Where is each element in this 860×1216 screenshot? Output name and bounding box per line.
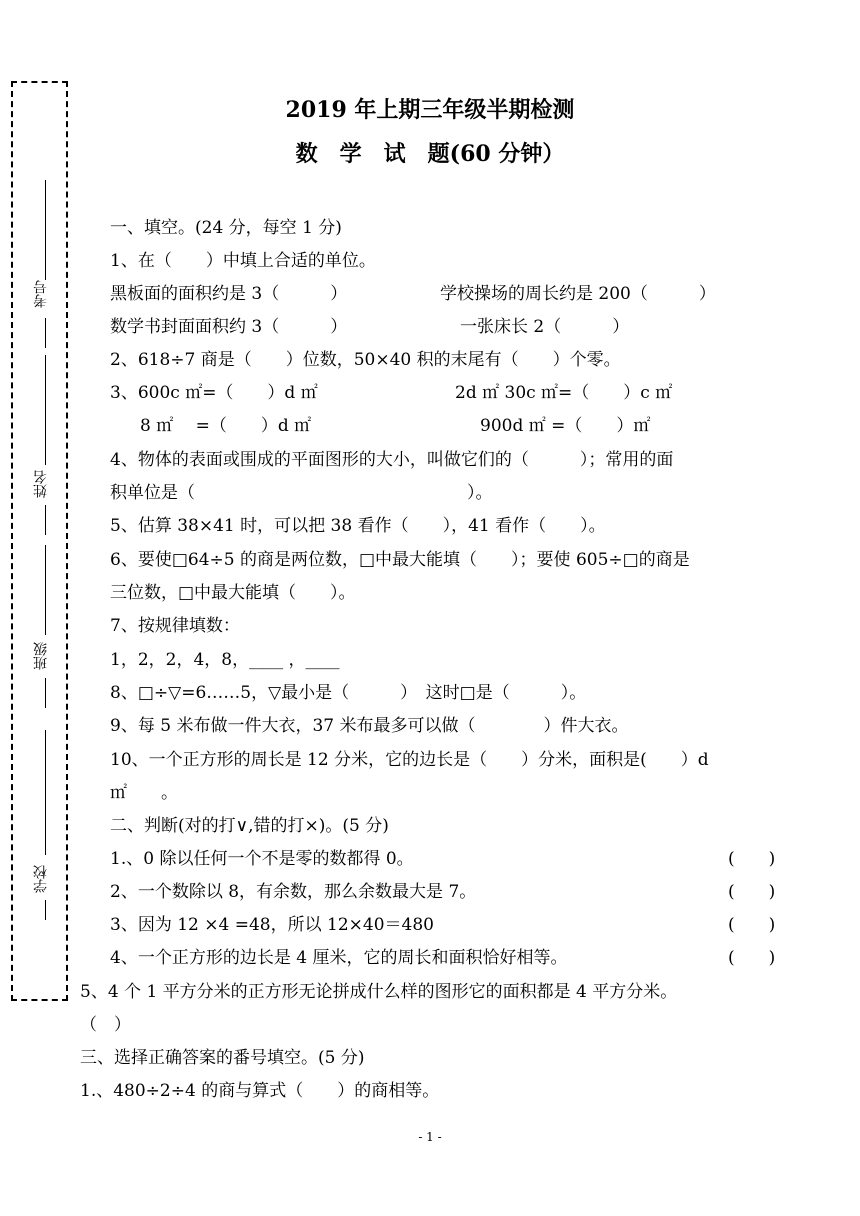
- q3b-text: 2d ㎡ 30c ㎡=（ ）c ㎡: [455, 383, 673, 403]
- page-title: 2019 年上期三年级半期检测: [285, 97, 575, 123]
- q1c-text: 数学书封面面积约 3（ ）: [110, 317, 348, 337]
- q3c-text: 8 ㎡ =（ ）d ㎡: [140, 416, 312, 436]
- page-number: - 1 -: [418, 1130, 442, 1144]
- q3d-text: 900d ㎡ =（ ）㎡: [480, 416, 651, 436]
- school-line: [45, 730, 46, 855]
- section1-heading: 一、填空。(24 分，每空 1 分): [110, 218, 342, 238]
- choice-q1: 1.、480÷2÷4 的商与算式（ ）的商相等。: [80, 1081, 440, 1101]
- q10a-text: 10、一个正方形的周长是 12 分米，它的边长是（ ）分米，面积是( ）d: [110, 750, 709, 770]
- judge-item-4: 4、一个正方形的边长是 4 厘米，它的周长和面积恰好相等。: [110, 948, 568, 968]
- q6a-text: 6、要使□64÷5 的商是两位数，□中最大能填（ ）；要使 605÷□的商是: [110, 550, 690, 570]
- exam-no-line: [45, 180, 46, 280]
- q4b-text: 积单位是（ ）。: [110, 483, 493, 503]
- section2-heading: 二、判断(对的打∨,错的打×)。(5 分): [110, 816, 389, 836]
- q7-text: 7、按规律填数：: [110, 616, 240, 636]
- judge-item-1: 1.、0 除以任何一个不是零的数都得 0。: [110, 849, 414, 869]
- q1d-text: 一张床长 2（ ）: [460, 317, 630, 337]
- page-subtitle: 数 学 试 题(60 分钟）: [295, 141, 565, 167]
- section3-heading: 三、选择正确答案的番号填空。(5 分): [80, 1048, 365, 1068]
- q2-text: 2、618÷7 商是（ ）位数，50×40 积的末尾有（ ）个零。: [110, 350, 621, 370]
- q6b-text: 三位数，□中最大能填（ ）。: [110, 583, 356, 603]
- name-line: [45, 355, 46, 465]
- q1-text: 1、在（ ）中填上合适的单位。: [110, 251, 376, 271]
- judge-item-3: 3、因为 12 ×4 =48，所以 12×40＝480: [110, 915, 434, 935]
- judge-answer-1: ( ): [728, 849, 776, 869]
- q5-text: 5、估算 38×41 时，可以把 38 看作（ ），41 看作（ ）。: [110, 516, 606, 536]
- judge-answer-4: ( ): [728, 948, 776, 968]
- q8-text: 8、□÷▽=6……5，▽最小是（ ） 这时□是（ ）。: [110, 683, 587, 703]
- judge-answer-2: ( ): [728, 882, 776, 902]
- q10b-text: ㎡ 。: [110, 783, 178, 803]
- exam-no-label: 考号: [33, 280, 49, 308]
- name-label: 姓名: [33, 470, 49, 498]
- exam-no-line-lower: [45, 318, 46, 348]
- q3a-text: 3、600c ㎡=（ ）d ㎡: [110, 383, 318, 403]
- q1b-text: 学校操场的周长约是 200（ ）: [440, 284, 716, 304]
- q1a-text: 黑板面的面积约是 3（ ）: [110, 284, 348, 304]
- school-label: 学校: [33, 865, 49, 893]
- class-label: 班级: [33, 642, 49, 670]
- class-line-lower: [45, 678, 46, 708]
- name-line-lower: [45, 505, 46, 535]
- q7-sequence: 1，2，2，4，8，____ ，____: [110, 650, 340, 670]
- school-line-lower: [45, 900, 46, 920]
- judge-answer-3: ( ): [728, 915, 776, 935]
- q4a-text: 4、物体的表面或围成的平面图形的大小，叫做它们的（ ）；常用的面: [110, 450, 674, 470]
- q9-text: 9、每 5 米布做一件大衣，37 米布最多可以做（ ）件大衣。: [110, 716, 629, 736]
- binding-margin-box: [11, 81, 68, 1001]
- judge-answer-5: （ ）: [80, 1015, 131, 1035]
- class-line: [45, 545, 46, 635]
- judge-item-5: 5、4 个 1 平方分米的正方形无论拼成什么样的图形它的面积都是 4 平方分米。: [80, 982, 678, 1002]
- judge-item-2: 2、一个数除以 8，有余数，那么余数最大是 7。: [110, 882, 477, 902]
